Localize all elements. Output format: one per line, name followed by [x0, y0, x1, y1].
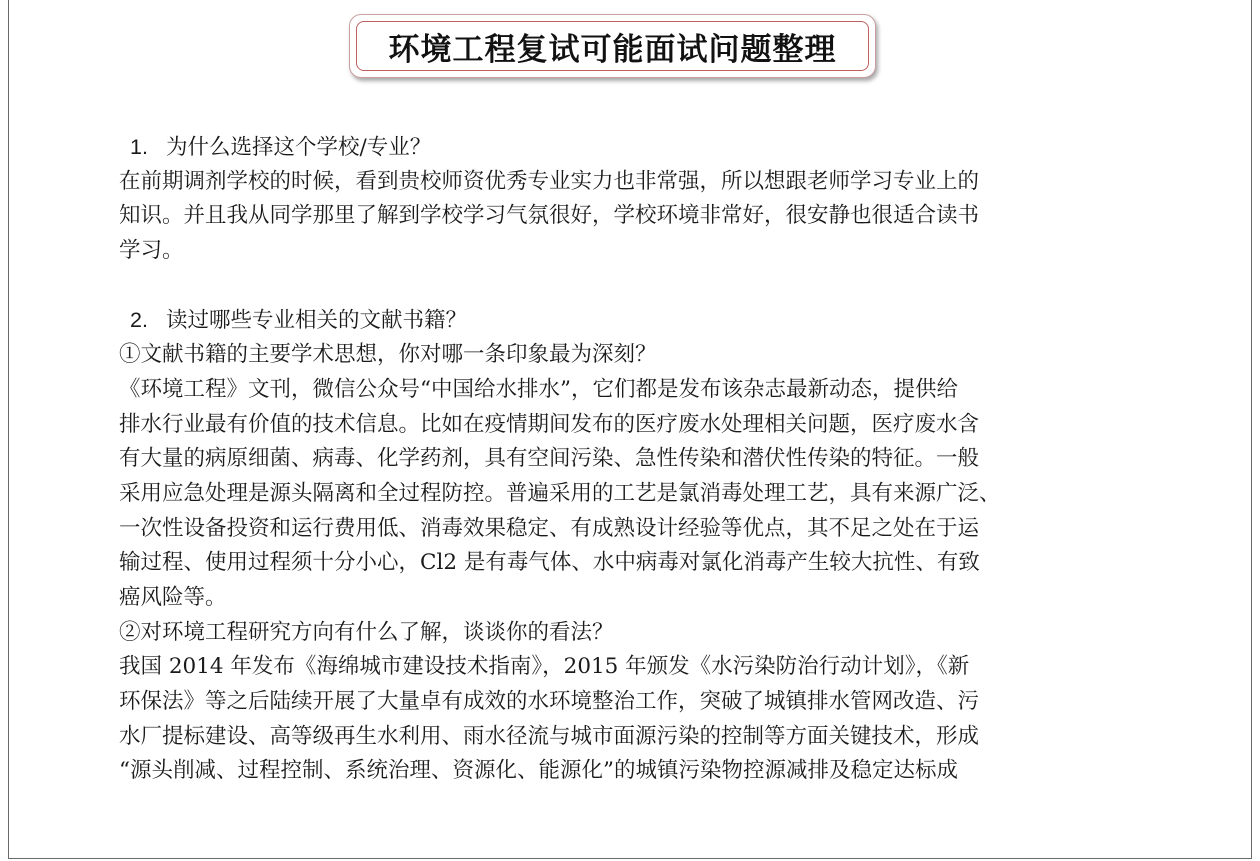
- answer-line: 癌风险等。: [119, 584, 227, 610]
- answer-line: 采用应急处理是源头隔离和全过程防控。普遍采用的工艺是氯消毒处理工艺，具有来源广泛、: [119, 480, 1001, 506]
- answer-line: 一次性设备投资和运行费用低、消毒效果稳定、有成熟设计经验等优点，其不足之处在于运: [119, 515, 980, 541]
- paragraph-gap: [119, 269, 1149, 304]
- title-frame-inner: [356, 21, 869, 71]
- answer-line: 环保法》等之后陆续开展了大量卓有成效的水环境整治工作，突破了城镇排水管网改造、污: [119, 689, 980, 714]
- answer-line: 有大量的病原细菌、病毒、化学药剂，具有空间污染、急性传染和潜伏性传染的特征。一般: [119, 446, 980, 472]
- answer-line: 水厂提标建设、高等级再生水利用、雨水径流与城市面源污染的控制等方面关键技术，形成: [119, 723, 980, 749]
- question-text: 读过哪些专业相关的文献书籍？: [166, 308, 468, 334]
- answer-line: 我国 2014 年发布《海绵城市建设技术指南》，2015 年颁发《水污染防治行动计划》，《新: [119, 654, 970, 680]
- document-body: [119, 130, 1149, 789]
- title-frame: [349, 14, 876, 78]
- answer-line: 排水行业最有价值的技术信息。比如在疫情期间发布的医疗废水处理相关问题，医疗废水含: [119, 411, 980, 437]
- document-page: [8, 0, 1252, 859]
- answer-line: 知识。并且我从同学那里了解到学校学习气氛很好，学校环境非常好，很安静也很适合读书: [119, 203, 980, 229]
- answer-line: 在前期调剂学校的时候，看到贵校师资优秀专业实力也非常强，所以想跟老师学习专业上的: [119, 168, 980, 194]
- sub-question-2: ②对环境工程研究方向有什么了解，谈谈你的看法？: [119, 619, 614, 645]
- answer-line: “源头削减、过程控制、系统治理、资源化、能源化”的城镇污染物控源减排及稳定达标成: [119, 758, 958, 784]
- question-text: 为什么选择这个学校/专业？: [166, 135, 432, 160]
- question-heading-1: [119, 130, 1149, 165]
- sub-question-1: ①文献书籍的主要学术思想，你对哪一条印象最为深刻？: [119, 342, 657, 368]
- answer-line: 《环境工程》文刊，微信公众号“中国给水排水”，它们都是发布该杂志最新动态，提供给: [119, 376, 958, 402]
- page-title: 环境工程复试可能面试问题整理: [388, 31, 837, 68]
- question-heading-2: [119, 303, 1149, 338]
- question-number: 2.: [130, 308, 148, 333]
- question-number: 1.: [130, 135, 148, 159]
- answer-line: 输过程、使用过程须十分小心，Cl2 是有毒气体、水中病毒对氯化消毒产生较大抗性、有致: [119, 550, 980, 576]
- answer-line: 学习。: [119, 238, 184, 264]
